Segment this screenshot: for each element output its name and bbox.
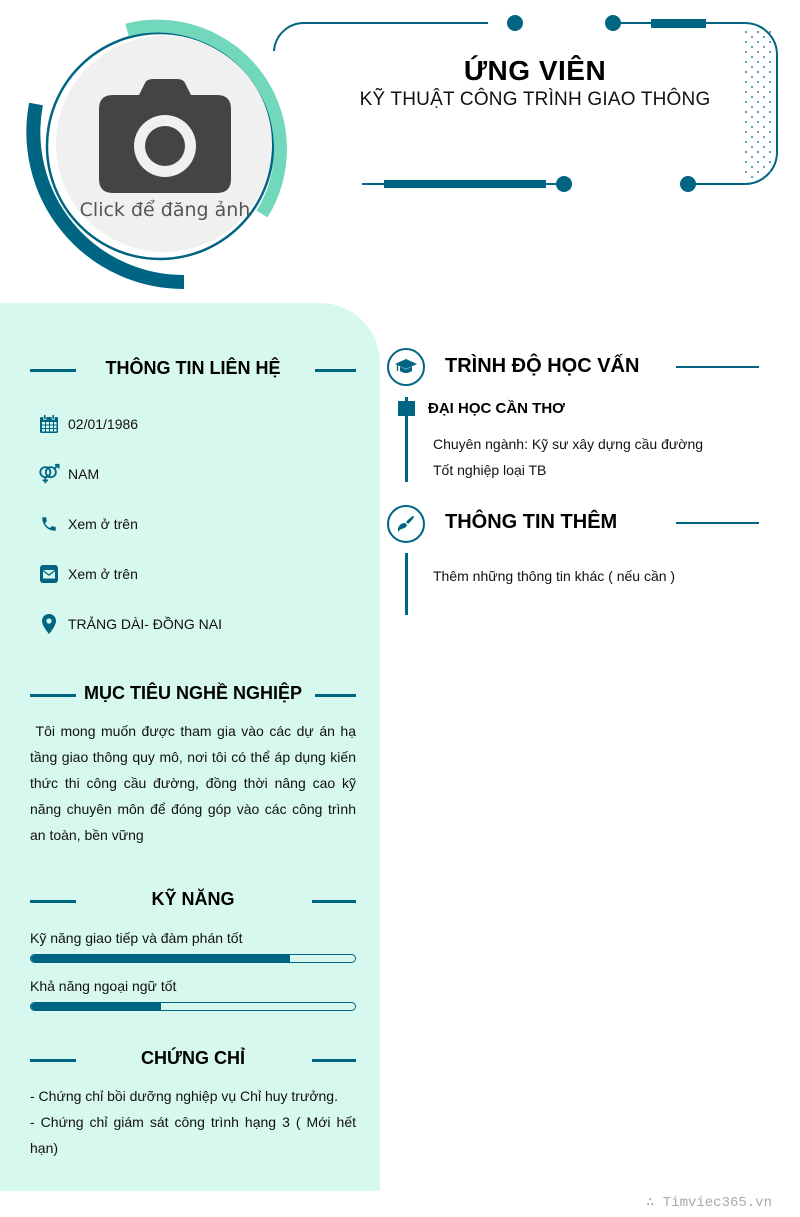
objective-text: Tôi mong muốn được tham gia vào các dự án hạ tầng giao thông quy mô, nơi tôi có thể áp dụng kiến thức thi công cầu đường, đồng thời nâng cao kỹ năng chuyên môn để đóng góp vào các công trình an toàn, bền vững (30, 723, 356, 843)
skill-progress-fill (31, 955, 290, 962)
divider (315, 694, 356, 697)
contact-title: THÔNG TIN LIÊN HỆ (105, 358, 281, 378)
contact-dob (38, 413, 138, 435)
skill-progress-bar (30, 954, 356, 963)
contact-phone (38, 513, 138, 535)
contact-value: Xem ở trên (68, 516, 138, 532)
paint-brush-icon (397, 515, 415, 533)
divider (676, 366, 759, 368)
email-icon (38, 563, 60, 585)
education-title: TRÌNH ĐỘ HỌC VẤN (445, 355, 640, 377)
additional-timeline (405, 553, 408, 615)
graduation-cap-icon (395, 358, 417, 376)
contact-value: NAM (68, 466, 100, 482)
education-school: ĐẠI HỌC CẦN THƠ (428, 400, 565, 417)
contact-value: 02/01/1986 (68, 416, 139, 432)
contact-section-header (30, 358, 356, 382)
certificates-section-header (30, 1048, 356, 1072)
additional-title: THÔNG TIN THÊM (445, 511, 618, 533)
watermark: ∴ Timviec365.vn (645, 1195, 772, 1211)
education-major: Chuyên ngành: Kỹ sư xây dựng cầu đường (433, 436, 704, 452)
skill-progress-bar (30, 1002, 356, 1011)
certificate-item: - Chứng chỉ giám sát công trình hạng 3 ( Mới hết hạn) (30, 1114, 356, 1156)
education-icon-badge (387, 348, 425, 386)
contact-value: Xem ở trên (68, 566, 138, 582)
divider (312, 1059, 356, 1062)
certificate-item: - Chứng chỉ bồi dưỡng nghiệp vụ Chỉ huy trưởng. (30, 1088, 338, 1104)
location-icon (38, 613, 60, 635)
camera-icon (99, 79, 231, 193)
calendar-icon (38, 413, 60, 435)
skills-title: KỸ NĂNG (151, 889, 235, 909)
contact-address (38, 613, 222, 635)
skill-label: Khả năng ngoại ngữ tốt (30, 978, 177, 994)
timeline-marker (398, 401, 415, 416)
contact-gender (38, 463, 99, 485)
additional-icon-badge (387, 505, 425, 543)
objective-title: MỤC TIÊU NGHỀ NGHIỆP (83, 683, 302, 703)
certificates-title: CHỨNG CHỈ (141, 1048, 245, 1068)
skills-section-header (30, 889, 356, 913)
candidate-name: ỨNG VIÊN (463, 55, 607, 86)
education-grade: Tốt nghiệp loại TB (433, 462, 547, 478)
avatar-upload[interactable] (55, 45, 275, 255)
phone-icon (38, 513, 60, 535)
divider (315, 369, 356, 372)
objective-section-header (30, 683, 356, 707)
skill-progress-fill (31, 1003, 161, 1010)
gender-icon (38, 463, 60, 485)
candidate-title-block (330, 55, 740, 111)
skill-label: Kỹ năng giao tiếp và đàm phán tốt (30, 930, 243, 946)
additional-text: Thêm những thông tin khác ( nếu cần ) (433, 568, 676, 584)
avatar-upload-label: Click để đăng ảnh (79, 199, 251, 221)
divider (312, 900, 356, 903)
divider (676, 522, 759, 524)
contact-value: TRẢNG DÀI- ĐỒNG NAI (68, 616, 223, 632)
candidate-position: KỸ THUẬT CÔNG TRÌNH GIAO THÔNG (359, 89, 711, 110)
contact-email (38, 563, 138, 585)
